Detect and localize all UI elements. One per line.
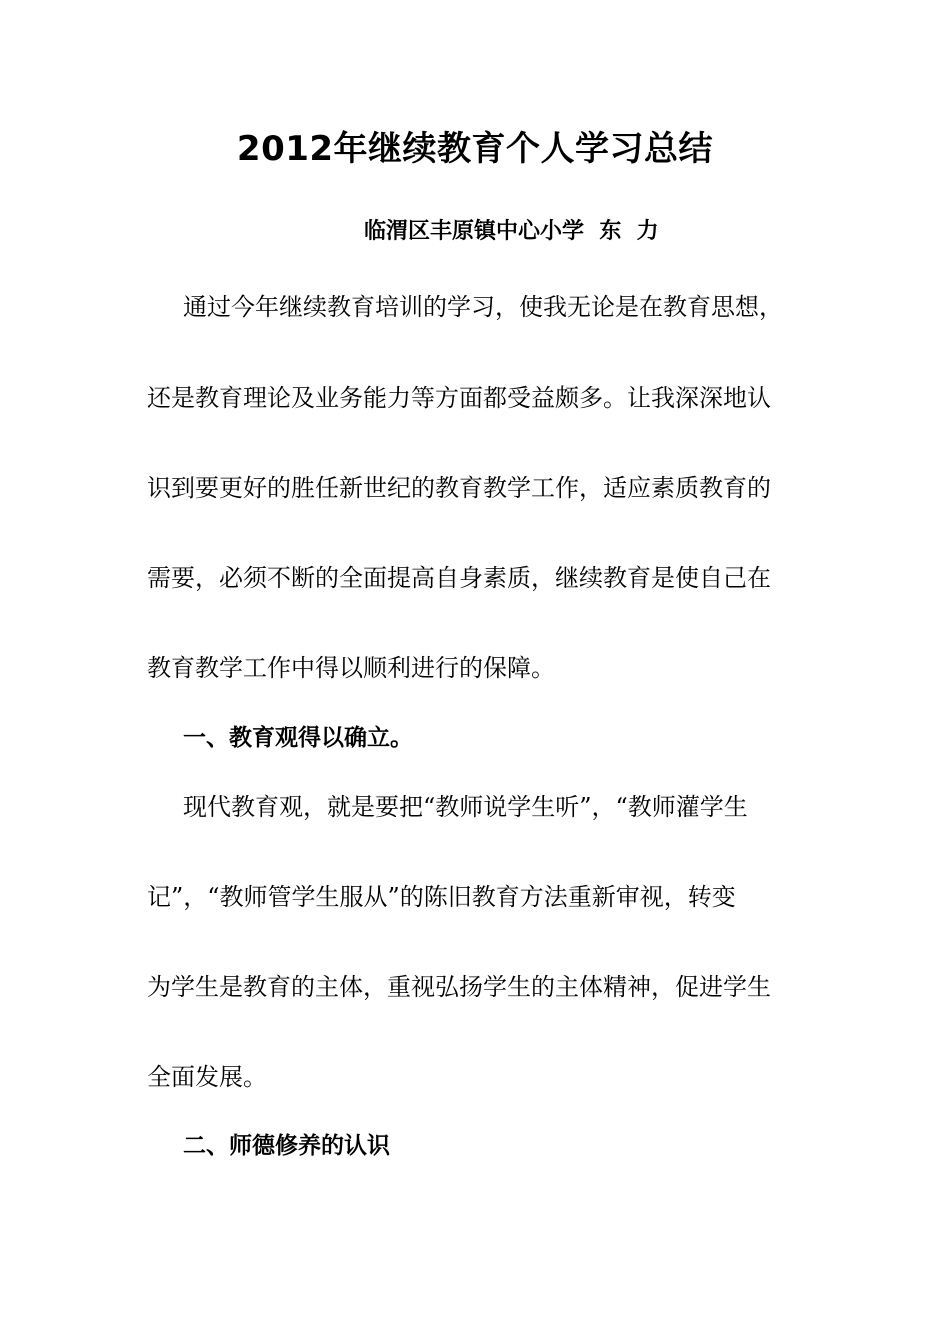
paragraph-line: 需要，必须不断的全面提高自身素质，继续教育是使自己在 (147, 564, 771, 592)
paragraph-line: 现代教育观，就是要把“教师说学生听”，“教师灌学生 (183, 793, 748, 821)
paragraph-line: 记”，“教师管学生服从”的陈旧教育方法重新审视，转变 (147, 883, 736, 911)
author-line: 临渭区丰原镇中心小学 东 力 (364, 219, 659, 244)
paragraph-line: 全面发展。 (147, 1063, 267, 1091)
paragraph-line: 为学生是教育的主体，重视弘扬学生的主体精神，促进学生 (147, 973, 771, 1001)
section-heading: 二、师德修养的认识 (183, 1133, 390, 1159)
section-heading: 一、教育观得以确立。 (183, 725, 413, 751)
paragraph-line: 教育教学工作中得以顺利进行的保障。 (147, 654, 555, 682)
paragraph-line: 还是教育理论及业务能力等方面都受益颇多。让我深深地认 (147, 384, 771, 412)
document-title: 2012年继续教育个人学习总结 (236, 129, 714, 169)
paragraph-line: 通过今年继续教育培训的学习，使我无论是在教育思想， (183, 293, 783, 321)
paragraph-line: 识到要更好的胜任新世纪的教育教学工作，适应素质教育的 (147, 474, 771, 502)
